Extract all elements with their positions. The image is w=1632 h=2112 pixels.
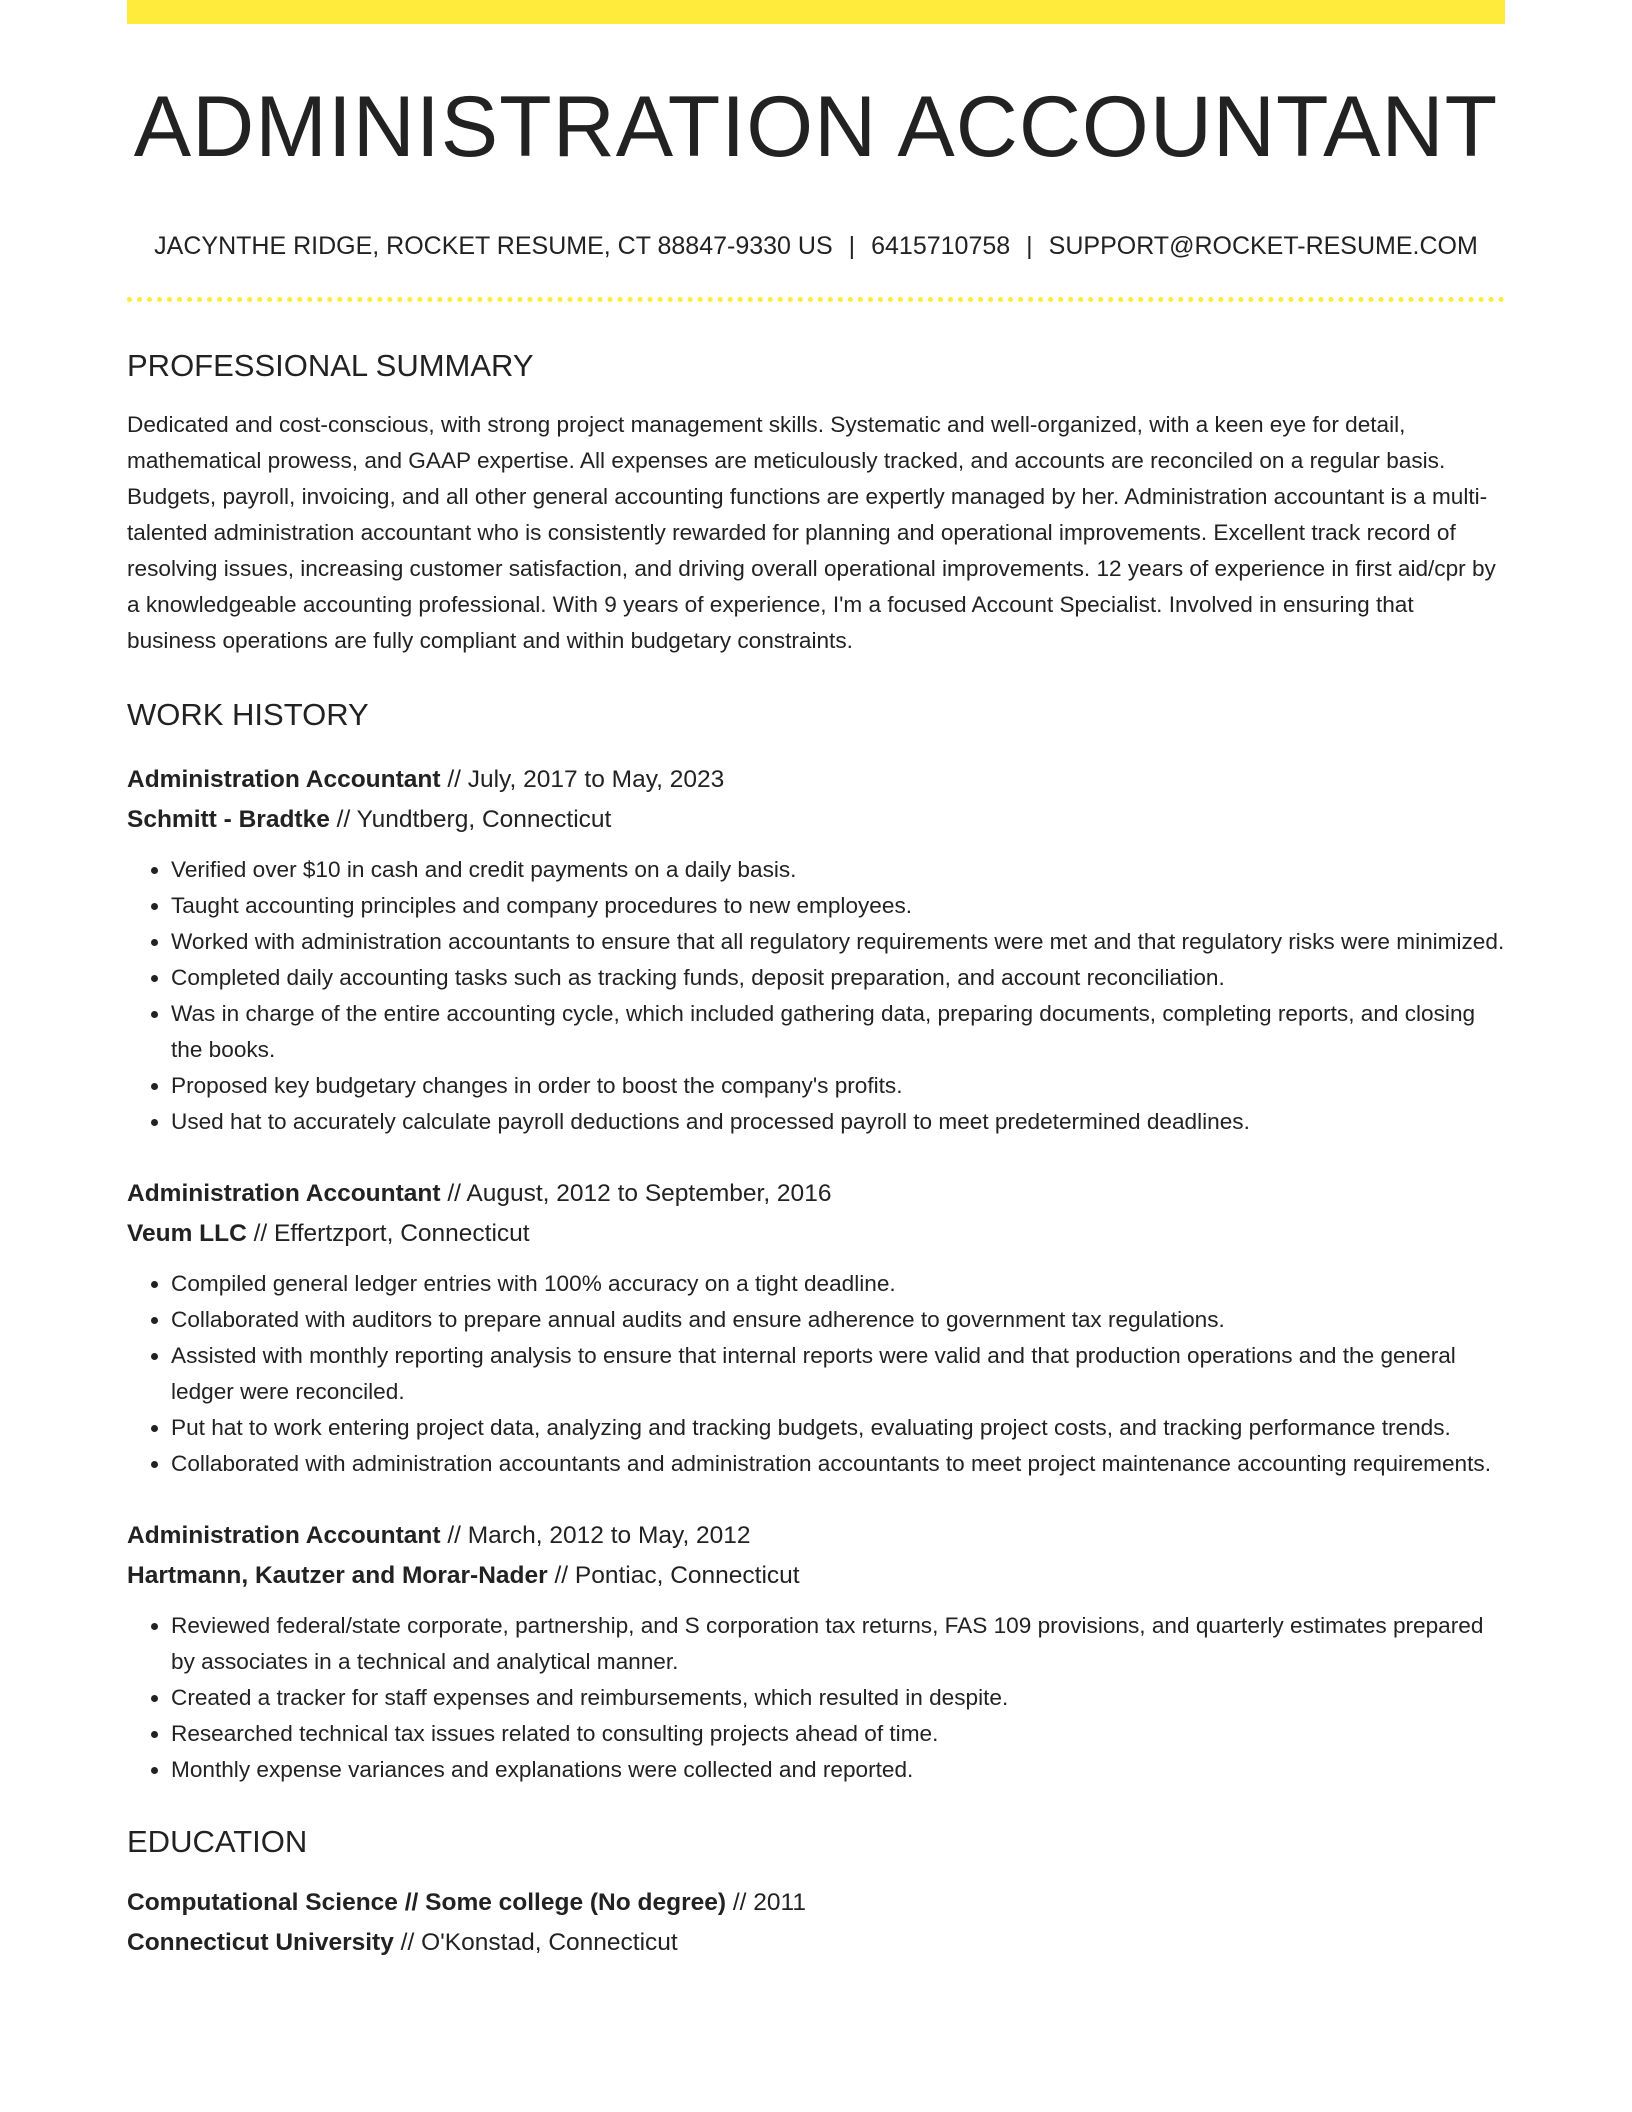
list-item: • Completed daily accounting tasks such as tracking funds, deposit preparation, and account reconciliation. [171,960,1505,996]
job-bullets [127,1608,1505,1788]
list-item: • Reviewed federal/state corporate, partnership, and S corporation tax returns, FAS 109 provisions, and quarterly estimates prepared by associates in a technical and analytical manner. [171,1608,1505,1680]
job-company: Hartmann, Kautzer and Morar-Nader [127,1562,548,1589]
contact-email: SUPPORT@ROCKET-RESUME.COM [1048,232,1478,260]
list-item: • Assisted with monthly reporting analysis to ensure that internal reports were valid and that production operations and the general ledger were reconciled. [171,1338,1505,1410]
list-item: • Compiled general ledger entries with 100% accuracy on a tight deadline. [171,1266,1505,1302]
education-year: // 2011 [726,1889,806,1916]
job-location: // Effertzport, Connecticut [246,1220,530,1247]
job-company-line [127,800,1505,840]
job-entry [127,760,1505,1140]
job-role: Administration Accountant [127,1180,441,1207]
job-company-line [127,1556,1505,1596]
list-item: • Monthly expense variances and explanations were collected and reported. [171,1752,1505,1788]
job-dates: // August, 2012 to September, 2016 [440,1180,832,1207]
list-item: • Taught accounting principles and company procedures to new employees. [171,888,1505,924]
education-location: // O'Konstad, Connecticut [393,1929,678,1956]
job-dates: // March, 2012 to May, 2012 [440,1522,751,1549]
work-history-heading: WORK HISTORY [127,697,369,732]
contact-phone: 6415710758 [871,232,1011,260]
job-location: // Yundtberg, Connecticut [329,806,612,833]
job-role: Administration Accountant [127,766,441,793]
contact-address: JACYNTHE RIDGE, ROCKET RESUME, CT 88847-9330 US [154,232,833,260]
accent-bar [127,0,1505,24]
job-company-line [127,1214,1505,1254]
job-role-line [127,1174,1505,1214]
job-role-line [127,1516,1505,1556]
summary-heading: PROFESSIONAL SUMMARY [127,348,534,383]
education-degree: Computational Science // Some college (No degree) [127,1889,727,1916]
job-role-line [127,760,1505,800]
education-school: Connecticut University [127,1929,394,1956]
education-school-line [127,1923,1505,1963]
list-item: • Put hat to work entering project data, analyzing and tracking budgets, evaluating project costs, and tracking performance trends. [171,1410,1505,1446]
page-title: ADMINISTRATION ACCOUNTANT [133,79,1499,175]
header-divider [127,297,1505,302]
job-company: Schmitt - Bradtke [127,806,330,833]
education-heading: EDUCATION [127,1824,308,1859]
list-item: • Proposed key budgetary changes in order to boost the company's profits. [171,1068,1505,1104]
list-item: • Collaborated with auditors to prepare annual audits and ensure adherence to government tax regulations. [171,1302,1505,1338]
job-entry [127,1174,1505,1482]
list-item: • Researched technical tax issues related to consulting projects ahead of time. [171,1716,1505,1752]
list-item: • Was in charge of the entire accounting cycle, which included gathering data, preparing documents, completing reports, and closing the books. [171,996,1505,1068]
list-item: • Created a tracker for staff expenses and reimbursements, which resulted in despite. [171,1680,1505,1716]
education-entry [127,1883,1505,1963]
list-item: • Worked with administration accountants to ensure that all regulatory requirements were met and that regulatory risks were minimized. [171,924,1505,960]
job-bullets [127,852,1505,1140]
job-role: Administration Accountant [127,1522,441,1549]
job-location: // Pontiac, Connecticut [547,1562,800,1589]
job-bullets [127,1266,1505,1482]
summary-text: Dedicated and cost-conscious, with strong project management skills. Systematic and well-organized, with a keen eye for detail, mathematical prowess, and GAAP expertise. All expenses are meticulously tracked, and accounts are reconciled on a regular basis. Budgets, payroll, invoicing, and all other general accounting functions are expertly managed by her. Administration accountant is a multi-talented administration accountant who is consistently rewarded for planning and operational improvements. Excellent track record of resolving issues, increasing customer satisfaction, and driving overall operational improvements. 12 years of experience in first aid/cpr by a knowledgeable accounting professional. With 9 years of experience, I'm a focused Account Specialist. Involved in ensuring that business operations are fully compliant and within budgetary constraints. [127,412,1496,653]
education-degree-line [127,1883,1505,1923]
contact-line [127,234,1505,259]
contact-separator: | [1026,232,1033,260]
list-item: • Collaborated with administration accountants and administration accountants to meet project maintenance accounting requirements. [171,1446,1505,1482]
job-company: Veum LLC [127,1220,247,1247]
list-item: • Verified over $10 in cash and credit payments on a daily basis. [171,852,1505,888]
resume-page [127,0,1505,1963]
list-item: • Used hat to accurately calculate payroll deductions and processed payroll to meet predetermined deadlines. [171,1104,1505,1140]
job-dates: // July, 2017 to May, 2023 [440,766,725,793]
contact-separator: | [848,232,856,260]
job-entry [127,1516,1505,1788]
